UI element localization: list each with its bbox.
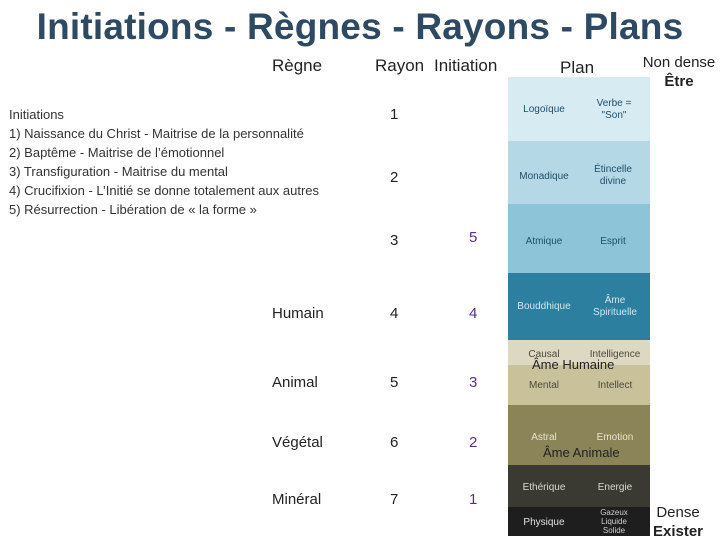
initiations-list (9, 105, 319, 219)
exister-label: Exister (652, 523, 704, 540)
initiation-item-1: 1) Naissance du Christ - Maitrise de la personnalité (9, 126, 304, 141)
non-dense-label: Non dense (642, 54, 716, 71)
rayon-1: 1 (390, 106, 399, 123)
initiation-item-2: 2) Baptême - Maitrise de l’émotionnel (9, 145, 225, 160)
plane-atmique (508, 204, 650, 273)
plane-physique-right: Gazeux Liquide Solide (600, 508, 628, 535)
plane-physique (508, 507, 650, 536)
initiation-item-3: 3) Transfiguration - Maitrise du mental (9, 164, 228, 179)
plane-causal-left: Causal (528, 349, 560, 360)
header-initiation: Initiation (434, 56, 498, 75)
plane-logoique-right: Verbe = "Son" (596, 98, 632, 121)
plane-logoique-left: Logoïque (523, 104, 565, 115)
plane-atmique-left: Atmique (525, 236, 563, 247)
rayon-2: 2 (390, 169, 399, 186)
regne-animal: Animal (272, 374, 318, 391)
header-non-dense (638, 53, 720, 91)
initiation-row-4: 4 (469, 305, 478, 322)
plane-etherique-right: Energie (597, 482, 633, 493)
initiation-row-5: 3 (469, 374, 478, 391)
plane-monadique-right: Étincelle divine (594, 164, 632, 187)
header-rayon: Rayon (375, 56, 425, 75)
plane-causal-right: Intelligence (589, 349, 641, 360)
page-title: Initiations - Règnes - Rayons - Plans (36, 6, 684, 47)
rayon-7: 7 (390, 491, 399, 508)
plane-astral-right: Emotion (596, 432, 634, 443)
header-regne: Règne (272, 56, 323, 75)
plane-mental-left: Mental (528, 380, 559, 391)
plane-bouddhique (508, 273, 650, 340)
ame-animale-label: Âme Animale (543, 445, 620, 460)
rayon-4: 4 (390, 305, 399, 322)
plane-physique-left: Physique (523, 517, 565, 528)
rayon-6: 6 (390, 434, 399, 451)
plane-atmique-right: Esprit (600, 236, 626, 247)
plane-etherique (508, 465, 650, 507)
plane-monadique-left: Monadique (519, 171, 569, 182)
initiation-item-4: 4) Crucifixion - L’Initié se donne totalement aux autres (9, 183, 320, 198)
etre-label: Être (664, 73, 694, 90)
regne-mineral: Minéral (272, 491, 322, 508)
initiations-heading: Initiations (9, 107, 64, 122)
plane-bouddhique-left: Bouddhique (517, 301, 571, 312)
plane-monadique (508, 141, 650, 204)
plane-etherique-left: Ethérique (522, 482, 566, 493)
rayon-5: 5 (390, 374, 399, 391)
plane-bouddhique-right: Âme Spirituelle (593, 295, 637, 318)
rayon-3: 3 (390, 232, 399, 249)
regne-vegetal: Végétal (272, 434, 323, 451)
plane-astral-left: Astral (531, 432, 557, 443)
initiation-row-6: 2 (469, 434, 478, 451)
header-plan: Plan (560, 58, 595, 77)
dense-label: Dense (656, 504, 700, 521)
initiation-row-3: 5 (469, 229, 478, 246)
regne-humain: Humain (272, 305, 324, 322)
ame-humaine-label: Âme Humaine (532, 357, 615, 372)
dense-exister-block (648, 503, 708, 541)
plane-mental-right: Intellect (597, 380, 633, 391)
initiation-row-7: 1 (469, 491, 478, 508)
plane-logoique (508, 77, 650, 141)
initiation-item-5: 5) Résurrection - Libération de « la forme » (9, 202, 257, 217)
